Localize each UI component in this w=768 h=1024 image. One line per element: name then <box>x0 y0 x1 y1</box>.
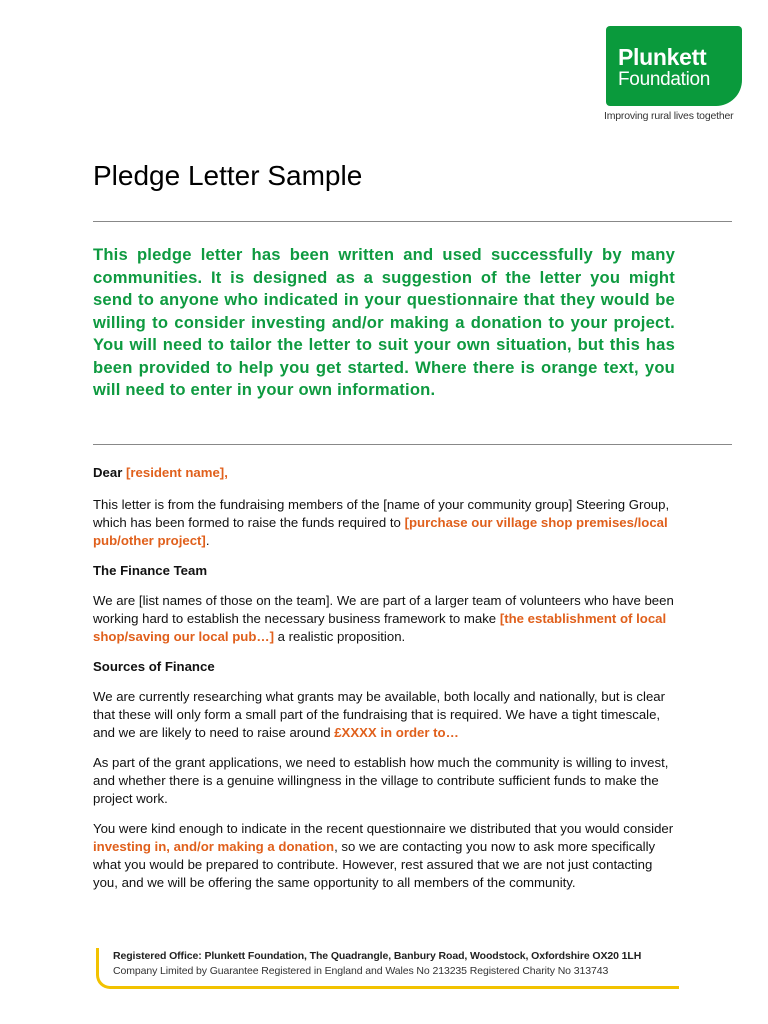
divider-intro <box>93 444 732 445</box>
page-title: Pledge Letter Sample <box>93 160 363 191</box>
footer-registered-office: Registered Office: Plunkett Foundation, The Quadrangle, Banbury Road, Woodstock, Oxfordshire OX20 1LH <box>113 950 642 962</box>
heading-finance-team: The Finance Team <box>93 563 208 578</box>
placeholder-establishment: [the establishment of local shop/saving our local pub…] <box>93 611 667 644</box>
paragraph-questionnaire-text: You were kind enough to indicate in the recent questionnaire we distributed that you would consider <box>93 821 674 836</box>
paragraph-intro <box>93 496 678 550</box>
logo-tagline: Improving rural lives together <box>604 110 734 122</box>
greeting <box>93 464 678 482</box>
heading-sources-of-finance: Sources of Finance <box>93 659 215 674</box>
paragraph-questionnaire <box>93 820 678 892</box>
paragraph-finance-team <box>93 592 678 646</box>
paragraph-intro-text: This letter is from the fundraising members of the [name of your community group] Steering Group, which has been formed to raise the funds required to <box>93 497 670 530</box>
intro-paragraph: This pledge letter has been written and used successfully by many communities. It is designed as a suggestion of the letter you might send to anyone who indicated in your questionnaire that they would be willing to consider investing and/or making a donation to your project. You will need to tailor the letter to suit your own situation, but this has been provided to help you get started. Where there is orange text, you will need to enter in your own information. <box>93 245 675 399</box>
letter-body <box>93 464 678 904</box>
placeholder-project: [purchase our village shop premises/local pub/other project] <box>93 515 668 548</box>
paragraph-grants-text: We are currently researching what grants may be available, both locally and nationally, but is clear that these will only form a small part of the fundraising that is required. We have a tight timescale, and we are likely to need to raise around <box>93 689 666 740</box>
placeholder-investing: investing in, and/or making a donation <box>93 839 335 854</box>
paragraph-grant-applications: As part of the grant applications, we need to establish how much the community is willing to invest, and whether there is a genuine willingness in the village to contribute sufficient funds to make the project work. <box>93 755 669 806</box>
greeting-word: Dear <box>93 465 123 480</box>
paragraph-grants <box>93 688 678 742</box>
divider-top <box>93 221 732 222</box>
paragraph-finance-team-end: a realistic proposition. <box>277 629 406 644</box>
placeholder-amount: £XXXX in order to… <box>334 725 459 740</box>
placeholder-resident-name: [resident name], <box>126 465 228 480</box>
logo-text-line1: Plunkett <box>618 44 707 70</box>
plunkett-logo <box>606 26 742 106</box>
paragraph-questionnaire-end: , so we are contacting you now to ask more specifically what you would be prepared to contribute. However, rest assured that we are not just contacting you, and we will be offering the same opportunity to all members of the community. <box>93 839 656 890</box>
paragraph-finance-team-text: We are [list names of those on the team]. We are part of a larger team of volunteers who have been working hard to establish the necessary business framework to make <box>93 593 674 626</box>
logo-text-line2: Foundation <box>618 69 711 90</box>
paragraph-intro-end: . <box>205 533 210 548</box>
footer-company-info: Company Limited by Guarantee Registered in England and Wales No 213235 Registered Charity No 313743 <box>113 965 609 977</box>
